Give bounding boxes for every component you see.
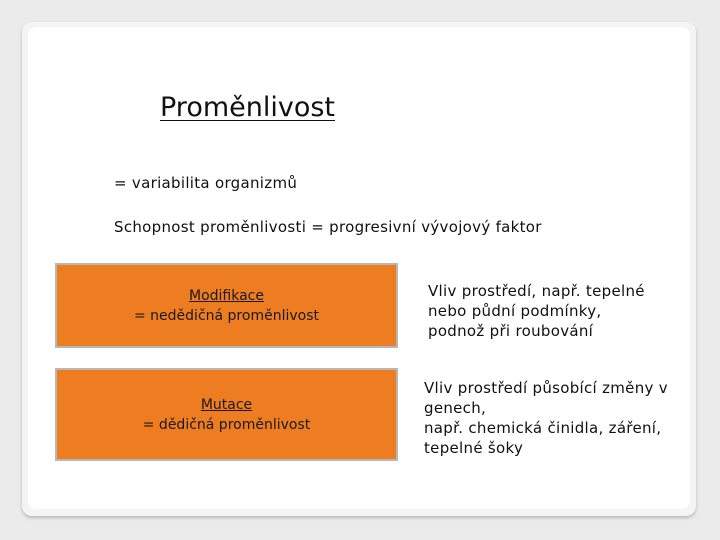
description-line: Vliv prostředí působící změny v (424, 379, 668, 397)
slide-title: Proměnlivost (160, 92, 336, 123)
modifikace-description (428, 281, 690, 341)
definition-text: = variabilita organizmů (114, 174, 298, 192)
modifikace-box (55, 263, 398, 348)
description-line: nebo půdní podmínky, (428, 302, 602, 320)
mutace-subtitle: = dědičná proměnlivost (142, 416, 311, 433)
mutace-box (55, 368, 398, 461)
description-line: tepelné šoky (424, 439, 524, 457)
mutace-heading: Mutace (200, 396, 253, 413)
description-line: např. chemická činidla, záření, (424, 419, 662, 437)
description-line: genech, (424, 399, 487, 417)
statement-text: Schopnost proměnlivosti = progresivní vývojový faktor (114, 218, 542, 236)
description-line: podnož při roubování (428, 322, 594, 340)
description-line: Vliv prostředí, např. tepelné (428, 282, 645, 300)
modifikace-subtitle: = nedědičná proměnlivost (134, 307, 319, 324)
modifikace-heading: Modifikace (189, 287, 264, 304)
mutace-description (424, 378, 694, 458)
